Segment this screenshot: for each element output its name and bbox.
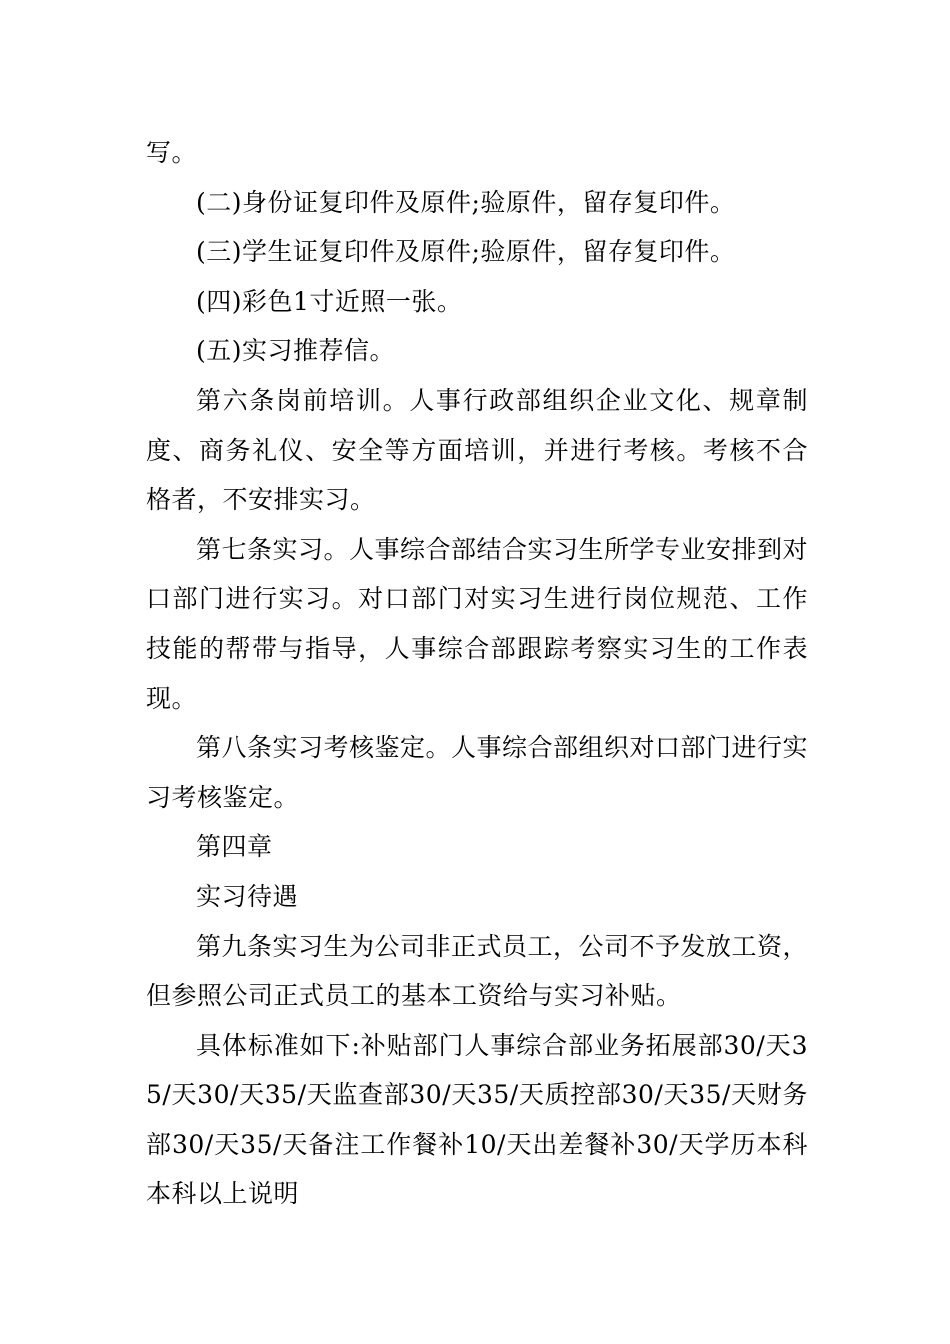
list-item: (二)身份证复印件及原件;验原件，留存复印件。 [196,187,736,217]
list-item: (五)实习推荐信。 [196,336,396,366]
article-paragraph: 第七条实习。人事综合部结合实习生所学专业安排到对口部门进行实习。对口部门对实习生进行岗位规范、工作技能的帮带与指导，人事综合部跟踪考察实习生的工作表现。 [146,534,809,713]
list-item: (四)彩色1寸近照一张。 [196,286,463,316]
article-paragraph: 第九条实习生为公司非正式员工，公司不予发放工资，但参照公司正式员工的基本工资给与实习补贴。 [146,931,809,1011]
article-paragraph: 第六条岗前培训。人事行政部组织企业文化、规章制度、商务礼仪、安全等方面培训，并进行考核。考核不合格者，不安排实习。 [146,385,808,515]
chapter-heading: 第四章 [196,832,273,862]
article-paragraph: 第八条实习考核鉴定。人事综合部组织对口部门进行实习考核鉴定。 [146,733,809,812]
document-body [146,128,808,1219]
chapter-title: 实习待遇 [196,881,299,911]
standards-paragraph: 具体标准如下:补贴部门人事综合部业务拓展部30/天35/天30/天35/天监查部30/天35/天质控部30/天35/天财务部30/天35/天备注工作餐补10/天出差餐补30/天学历本科本科以上说明 [146,1030,808,1209]
list-item: (三)学生证复印件及原件;验原件，留存复印件。 [196,237,736,267]
continued-paragraph: 写。 [146,138,198,167]
